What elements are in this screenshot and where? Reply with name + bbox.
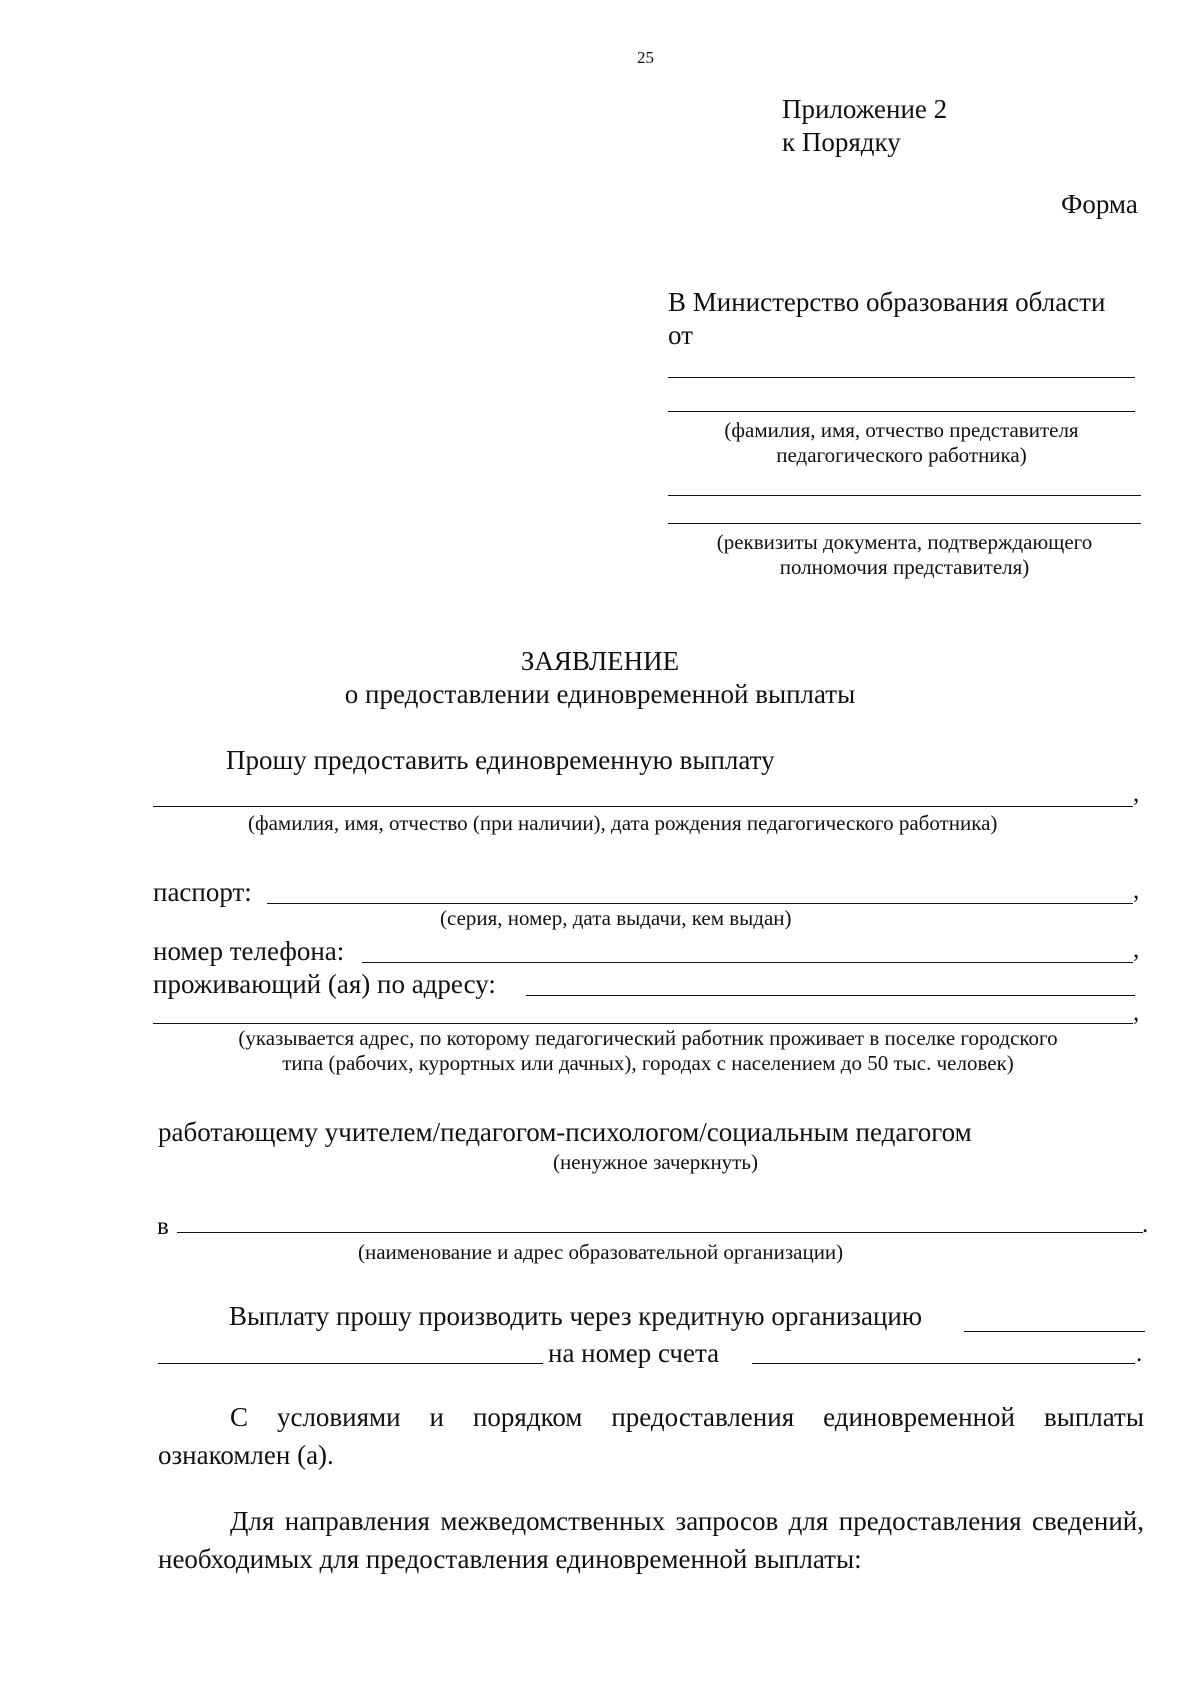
representative-name-line-2[interactable] — [668, 411, 1135, 412]
credit-organization-line-1[interactable] — [964, 1331, 1145, 1332]
form-label: Форма — [1061, 189, 1138, 219]
caption-organization: (наименование и адрес образовательной организации) — [358, 1240, 844, 1264]
comma-worker: , — [1133, 780, 1140, 807]
caption-representative — [668, 418, 1135, 468]
caption-representative-line-1: (фамилия, имя, отчество представителя — [724, 418, 1079, 442]
conditions-paragraph — [158, 1398, 1144, 1474]
addressee-from: от — [668, 320, 693, 350]
document-details-line-1[interactable] — [668, 495, 1141, 496]
request-text: Прошу предоставить единовременную выплату — [226, 745, 775, 775]
phone-label: номер телефона: — [153, 936, 345, 966]
position-text: работающему учителем/педагогом-психологом/социальным педагогом — [158, 1117, 972, 1147]
worker-name-line[interactable] — [153, 806, 1133, 807]
caption-passport: (серия, номер, дата выдачи, кем выдан) — [440, 906, 792, 930]
caption-worker: (фамилия, имя, отчество (при наличии), дата рождения педагогического работника) — [248, 811, 998, 835]
credit-organization-line-2[interactable] — [158, 1363, 543, 1364]
address-label: проживающий (ая) по адресу: — [153, 969, 496, 999]
interagency-paragraph — [158, 1502, 1144, 1578]
document-subtitle: о предоставлении единовременной выплаты — [344, 679, 856, 709]
document-title: ЗАЯВЛЕНИЕ — [520, 646, 680, 676]
comma-phone: , — [1133, 936, 1140, 963]
caption-address — [153, 1026, 1143, 1076]
phone-line[interactable] — [362, 962, 1133, 963]
interagency-text: Для направления межведомственных запросов для предоставления сведений, необходимых для предоставления единовременной выплаты: — [158, 1506, 1144, 1574]
caption-document-line-1: (реквизиты документа, подтверждающего — [716, 530, 1093, 554]
document-details-line-2[interactable] — [668, 523, 1141, 524]
passport-label: паспорт: — [153, 877, 252, 907]
passport-line[interactable] — [267, 903, 1133, 904]
period-account: . — [1136, 1340, 1143, 1367]
caption-address-line-1: (указывается адрес, по которому педагогический работник проживает в поселке городского — [238, 1026, 1058, 1050]
in-label: в — [157, 1213, 169, 1240]
conditions-text: С условиями и порядком предоставления единовременной выплаты ознакомлен (а). — [158, 1402, 1144, 1470]
payment-request-text: Выплату прошу производить через кредитную организацию — [229, 1301, 923, 1331]
appendix-title: Приложение 2 — [782, 94, 948, 124]
representative-name-line-1[interactable] — [668, 377, 1135, 378]
addressee-to: В Министерство образования области — [668, 287, 1106, 317]
comma-passport: , — [1133, 877, 1140, 904]
caption-document — [668, 530, 1141, 580]
page-number: 25 — [637, 48, 654, 67]
caption-position: (ненужное зачеркнуть) — [553, 1150, 758, 1174]
address-line-2[interactable] — [153, 1023, 1133, 1024]
caption-document-line-2: полномочия представителя) — [779, 555, 1030, 579]
address-line-1[interactable] — [526, 995, 1135, 996]
organization-line[interactable] — [177, 1232, 1143, 1233]
caption-address-line-2: типа (рабочих, курортных или дачных), городах с населением до 50 тыс. человек) — [282, 1051, 1014, 1075]
period-organization: . — [1142, 1211, 1149, 1238]
caption-representative-line-2: педагогического работника) — [776, 443, 1027, 467]
account-label: на номер счета — [548, 1338, 720, 1368]
appendix-reference: к Порядку — [782, 127, 901, 157]
account-number-line[interactable] — [752, 1363, 1135, 1364]
comma-address: , — [1133, 999, 1140, 1026]
